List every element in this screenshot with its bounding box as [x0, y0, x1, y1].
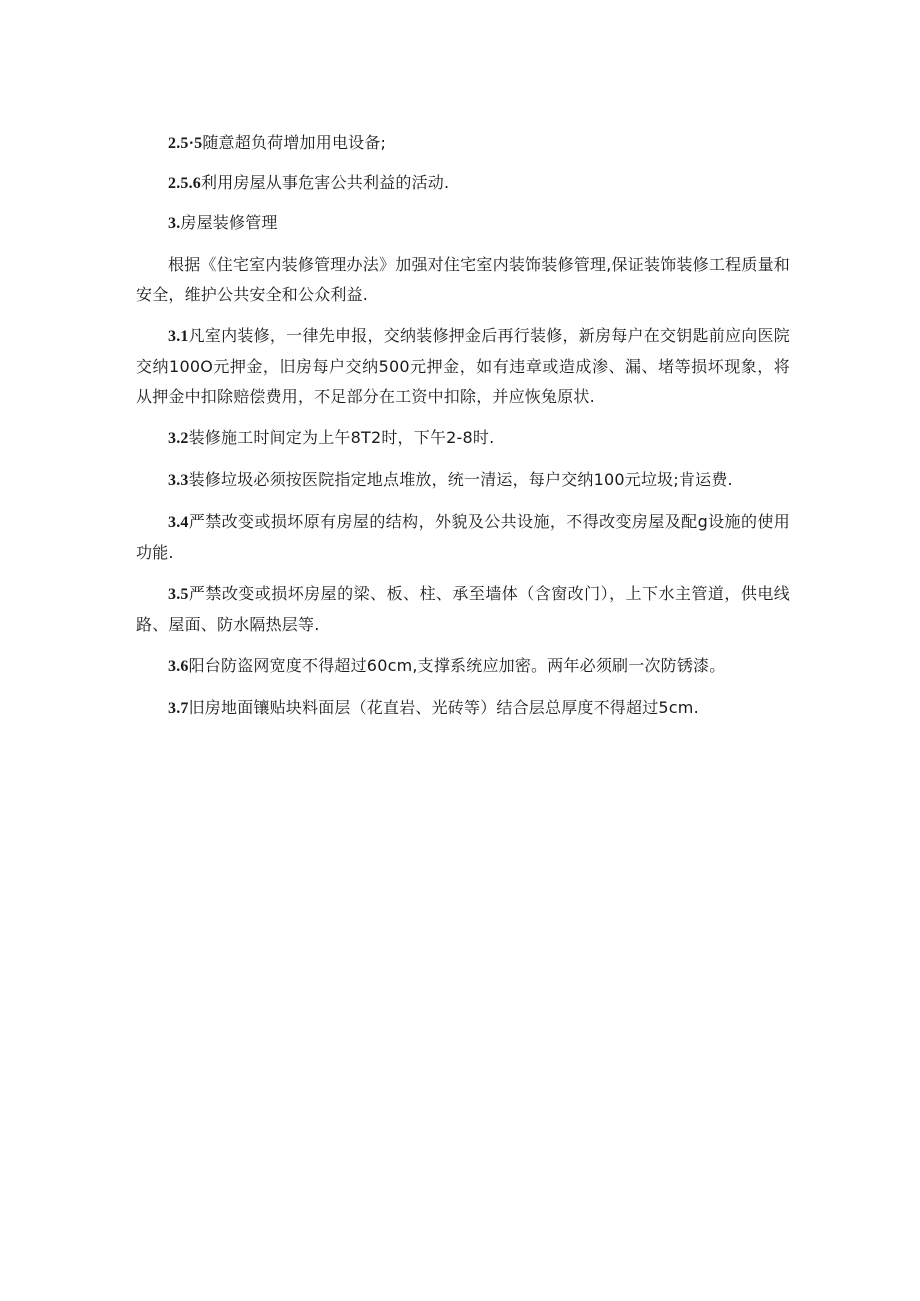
paragraph-intro — [136, 250, 790, 310]
paragraph-3-1 — [136, 321, 790, 412]
section-number: 3.5 — [168, 586, 189, 603]
section-heading-text: 房屋装修管理 — [180, 213, 278, 232]
paragraph-3-4 — [136, 507, 790, 568]
paragraph-3-5 — [136, 579, 790, 640]
paragraph-3-3 — [136, 465, 790, 496]
section-number: 3.4 — [168, 514, 189, 531]
paragraph-3-2 — [136, 423, 790, 454]
paragraph-text: 装修施工时间定为上午8T2时，下午2-8时. — [188, 428, 495, 447]
paragraph-text: 旧房地面镶贴块料面层（花直岩、光砖等）结合层总厚度不得超过5cm. — [188, 698, 699, 717]
section-heading-3 — [136, 208, 790, 239]
paragraph-text: 装修垃圾必须按医院指定地点堆放，统一清运，每户交纳100元垃圾;肯运费. — [188, 470, 733, 489]
section-number: 2.5.6 — [168, 175, 201, 192]
section-number: 3.2 — [168, 430, 189, 447]
paragraph-2-5-5 — [136, 128, 790, 159]
paragraph-text: 根据《住宅室内装修管理办法》加强对住宅室内装饰装修管理,保证装饰装修工程质量和安全，维护公共安全和公众利益. — [136, 255, 790, 304]
paragraph-text: 阳台防盗网宽度不得超过60cm,支撑系统应加密。两年必须刷一次防锈漆。 — [188, 656, 726, 675]
paragraph-text: 严禁改变或损坏原有房屋的结构，外貌及公共设施，不得改变房屋及配g设施的使用功能. — [136, 512, 790, 562]
section-number: 3.7 — [168, 700, 189, 717]
paragraph-text: 严禁改变或损坏房屋的梁、板、柱、承至墙体（含窗改门），上下水主管道，供电线路、屋面、防水隔热层等. — [136, 584, 790, 634]
paragraph-2-5-6 — [136, 168, 790, 199]
section-number: 3.3 — [168, 472, 189, 489]
paragraph-3-6 — [136, 651, 790, 682]
paragraph-text: 随意超负荷增加用电设备; — [202, 133, 387, 152]
section-number: 2.5·5 — [168, 135, 203, 152]
section-number: 3.1 — [168, 328, 189, 345]
section-number: 3.6 — [168, 658, 189, 675]
paragraph-text: 利用房屋从事危害公共利益的活动. — [201, 173, 450, 192]
paragraph-text: 凡室内装修，一律先申报，交纳装修押金后再行装修，新房每户在交钥匙前应向医院交纳100O元押金，旧房每户交纳500元押金，如有违章或造成渗、漏、堵等损坏现象，将从押金中扣除赔偿费用，不足部分在工资中扣除，并应恢兔原状. — [136, 326, 790, 406]
section-number: 3. — [168, 215, 181, 232]
paragraph-3-7 — [136, 693, 790, 724]
document-body — [136, 128, 790, 724]
